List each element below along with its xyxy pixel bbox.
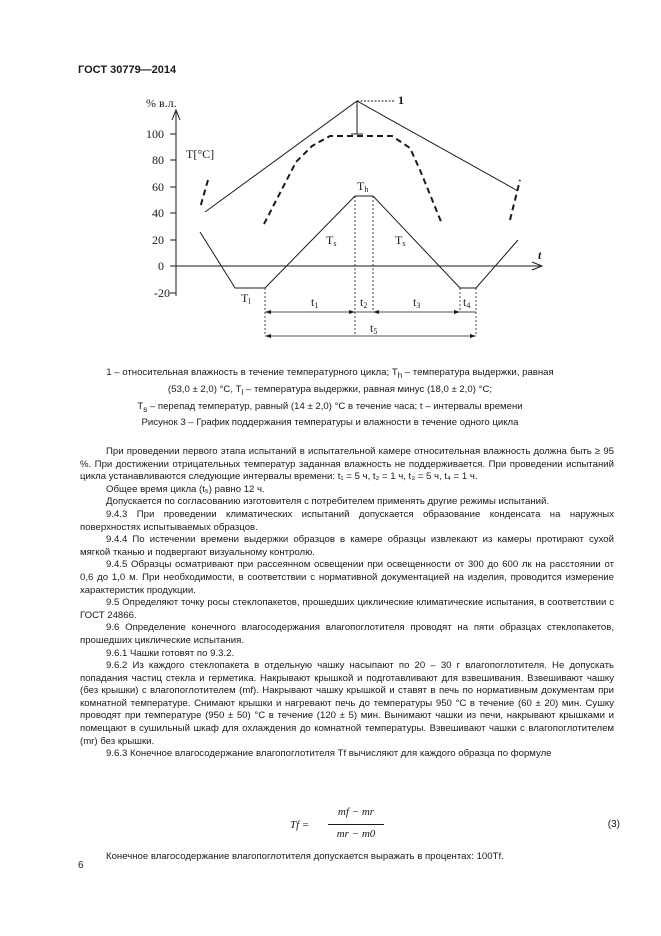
- paragraph: 9.6.1 Чашки готовят по 9.3.2.: [106, 647, 235, 659]
- th-label: Th: [357, 179, 369, 194]
- fraction-bar: [328, 824, 384, 825]
- temperature-curve: [200, 196, 518, 288]
- temp-axis-label: T[°C]: [186, 147, 215, 161]
- legend-line-1: 1 – относительная влажность в течение температурного цикла; $T_h$ – температура выдержки, равная: [106, 367, 554, 380]
- body-text: [80, 446, 614, 761]
- formula-lhs: Tf =: [290, 819, 310, 831]
- y-tick-100: 100: [146, 127, 164, 141]
- ts-left-label: Ts: [326, 233, 337, 248]
- document-header: ГОСТ 30779—2014: [78, 64, 177, 76]
- t2-label: t2: [360, 295, 368, 310]
- humidity-curve: [205, 101, 518, 212]
- figure-caption: Рисунок 3 – График поддержания температуры и влажности в течение одного цикла: [141, 417, 519, 428]
- final-sentence: Конечное влагосодержание влагопоглотителя допускается выражать в процентах: 100Tf.: [106, 851, 504, 862]
- paragraph: 9.6.3 Конечное влагосодержание влагопоглотителя Tf вычисляют для каждого образца по формуле: [106, 748, 552, 760]
- temperature-humidity-chart: [0, 0, 661, 360]
- t3-label: t3: [413, 295, 421, 310]
- paragraph: 9.4.3 При проведении климатических испытаний допускается образование конденсата на наружных поверхностях испытываемых образцов.: [80, 508, 614, 533]
- curve-1-label: 1: [398, 93, 404, 107]
- paragraph: 9.6.2 Из каждого стеклопакета в отдельную чашку насыпают по 20 – 30 г влагопоглотителя. Не допускать попадания частиц стекла и герметика. Накрывают крышкой и подготавливают для взвешивания. Взвешивают чашку (без крышки) с влагопоглотителем (mf). Накрывают чашку крышкой и ставят в печь по нормативным документам при комнатной температуре. Снимают крышки и нагревают печь до температуры 950 °С в течение (60 ± 20) мин. Сушку проводят при температуре (950 ± 50) °С в течение (120 ± 5) мин. Вынимают чашки из печи, накрывают крышками и помещают в сушильный шкаф для охлаждения до комнатной температуры. Взвешивают чашки с влагопоглотителем (mr) без крышки.: [80, 660, 614, 747]
- t1-label: t1: [311, 295, 319, 310]
- y-tick-minus20: -20: [154, 286, 170, 300]
- formula-numerator: mf − mr: [337, 806, 375, 818]
- y-axis-label: % в.л.: [146, 96, 177, 110]
- paragraph: 9.4.4 По истечении времени выдержки образцов в камере образцы извлекают из камеры протирают сухой мягкой тканью и подвергают визуальному контролю.: [80, 534, 614, 558]
- paragraph: Допускается по согласованию изготовителя с потребителем применять другие режимы испытаний.: [106, 496, 550, 508]
- y-tick-40: 40: [152, 206, 164, 220]
- y-tick-80: 80: [152, 153, 164, 167]
- y-ticks: [170, 134, 176, 293]
- ts-right-label: Ts: [395, 233, 406, 248]
- paragraph: При проведении первого этапа испытаний в испытательной камере относительная влажность должна быть ≥ 95 %. При достижении отрицательных температур заданная влажность не поддерживается. При проведении испытаний цикла устанавливаются следующие интервалы времени: t₁ = 5 ч, t₂ = 1 ч, t₃ = 5 ч, t₄ = 1 ч.: [80, 446, 614, 483]
- paragraph: 9.4.5 Образцы осматривают при рассеянном освещении при освещенности от 300 до 600 лк на расстоянии от 0,6 до 1,0 м. При необходимости, в соответствии с нормативной документацией на изделия, проводится измерение характеристик продукции.: [80, 559, 614, 596]
- figure-legend: [80, 366, 580, 417]
- t4-label: t4: [463, 295, 471, 310]
- legend-line-2: (53,0 ± 2,0) °С, $T_l$ – температура выдержки, равная минус (18,0 ± 2,0) °С;: [167, 383, 493, 397]
- y-tick-20: 20: [152, 233, 164, 247]
- y-tick-0: 0: [158, 259, 164, 273]
- t-axis-label: t: [538, 248, 542, 262]
- y-tick-60: 60: [152, 180, 164, 194]
- formula-number: (3): [607, 819, 620, 830]
- legend-line-3: $T_s$ – перепад температур, равный (14 ± 2,0) °С в течение часа; t – интервалы времени: [137, 400, 523, 414]
- formula-denominator: mr − m0: [336, 828, 376, 840]
- page-number: 6: [78, 860, 84, 871]
- paragraph: 9.6 Определение конечного влагосодержания влагопоглотителя проводят на пяти образцах стеклопакетов, прошедших циклические испытания.: [80, 622, 614, 646]
- t5-label: t5: [370, 321, 378, 336]
- tl-label: Tl: [241, 291, 251, 306]
- paragraph: Общее время цикла (t₅) равно 12 ч.: [106, 483, 265, 495]
- paragraph: 9.5 Определяют точку росы стеклопакетов, прошедших циклические климатические испытания, в соответствии с ГОСТ 24866.: [80, 597, 614, 621]
- formula-3: [290, 806, 620, 850]
